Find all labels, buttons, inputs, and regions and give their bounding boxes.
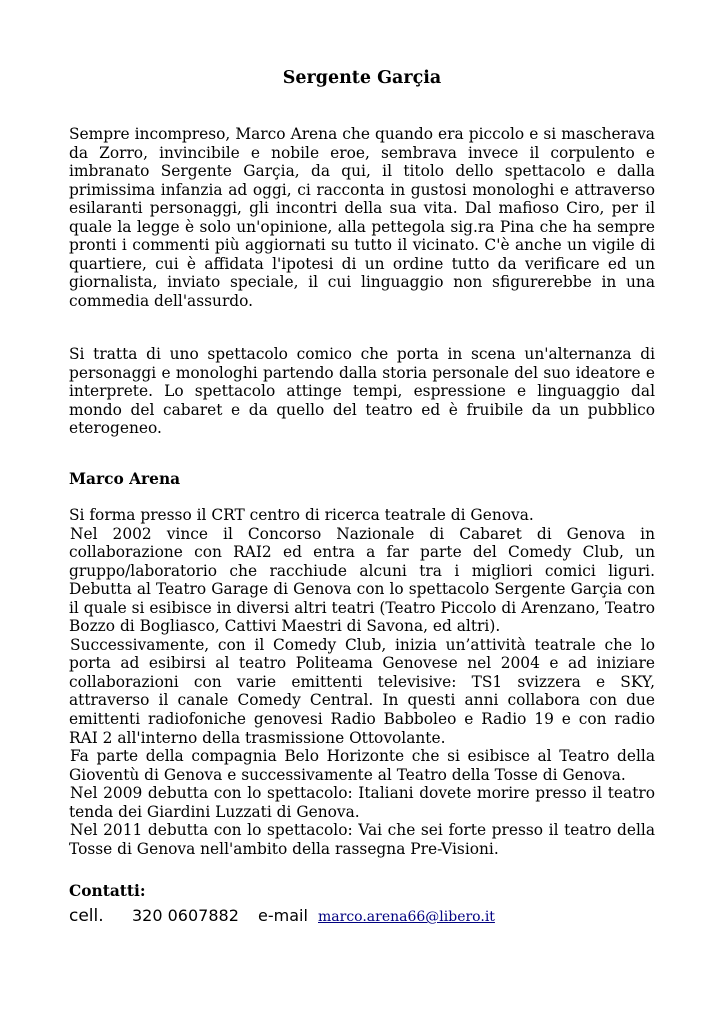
bio-paragraph: Fa parte della compagnia Belo Horizonte che si esibisce al Teatro della Gioventù di Genova e successivamente al Teatro della Tosse di Genova. — [69, 747, 655, 784]
contacts-heading: Contatti: — [69, 882, 146, 900]
email-label: e-mail — [258, 906, 308, 925]
intro-paragraph-1 — [69, 125, 655, 310]
intro-paragraph-2 — [69, 345, 655, 438]
cell-label: cell. — [69, 906, 104, 926]
cell-number: 320 0607882 — [132, 906, 239, 925]
intro-paragraph-1-text: Sempre incompreso, Marco Arena che quando era piccolo e si mascherava da Zorro, invincibile e nobile eroe, sembrava invece il corpulento e imbranato Sergente Garçia, da qui, il titolo dello spettacolo e dalla primissima infanzia ad oggi, ci racconta in gustosi monologhi e attraverso esilaranti personaggi, gli incontri della sua vita. Dal mafioso Ciro, per il quale la legge è solo un'opinione, alla pettegola sig.ra Pina che ha sempre pronti i commenti più aggiornati su tutto il vicinato. C'è anche un vigile di quartiere, cui è affidata l'ipotesi di un ordine tutto da verificare ed un giornalista, inviato speciale, il cui linguaggio non sfigurerebbe in una commedia dell'assurdo. — [69, 125, 655, 310]
bio-paragraph: Nel 2011 debutta con lo spettacolo: Vai che sei forte presso il teatro della Tosse di Genova nell'ambito della rassegna Pre-Visioni. — [69, 821, 655, 858]
intro-paragraph-2-text: Si tratta di uno spettacolo comico che porta in scena un'alternanza di personaggi e monologhi partendo dalla storia personale del suo ideatore e interprete. Lo spettacolo attinge tempi, espressione e linguaggio dal mondo del cabaret e da quello del teatro ed è fruibile da un pubblico eterogeneo. — [69, 345, 655, 438]
bio-paragraph: Nel 2009 debutta con lo spettacolo: Italiani dovete morire presso il teatro tenda dei Giardini Luzzati di Genova. — [69, 784, 655, 821]
bio-paragraph: Si forma presso il CRT centro di ricerca teatrale di Genova. — [69, 506, 534, 524]
document-title: Sergente Garçia — [282, 68, 442, 88]
email-link[interactable]: marco.arena66@libero.it — [318, 909, 495, 925]
bio-heading: Marco Arena — [69, 470, 181, 488]
bio-paragraph: Nel 2002 vince il Concorso Nazionale di Cabaret di Genova in collaborazione con RAI2 ed entra a far parte del Comedy Club, un gruppo/laboratorio che racchiude alcuni tra i migliori comici liguri. Debutta al Teatro Garage di Genova con lo spettacolo Sergente Garçia con il quale si esibisce in diversi altri teatri (Teatro Piccolo di Arenzano, Teatro Bozzo di Bogliasco, Cattivi Maestri di Savona, ed altri). — [69, 524, 655, 636]
bio-paragraph: Successivamente, con il Comedy Club, inizia un’attività teatrale che lo porta ad esibirsi al teatro Politeama Genovese nel 2004 e ad iniziare collaborazioni con varie emittenti televisive: TS1 svizzera e SKY, attraverso il canale Comedy Central. In questi anni collabora con due emittenti radiofoniche genovesi Radio Babboleo e Radio 19 e con radio RAI 2 all'interno della trasmissione Ottovolante. — [69, 635, 655, 747]
bio-section — [69, 506, 655, 858]
